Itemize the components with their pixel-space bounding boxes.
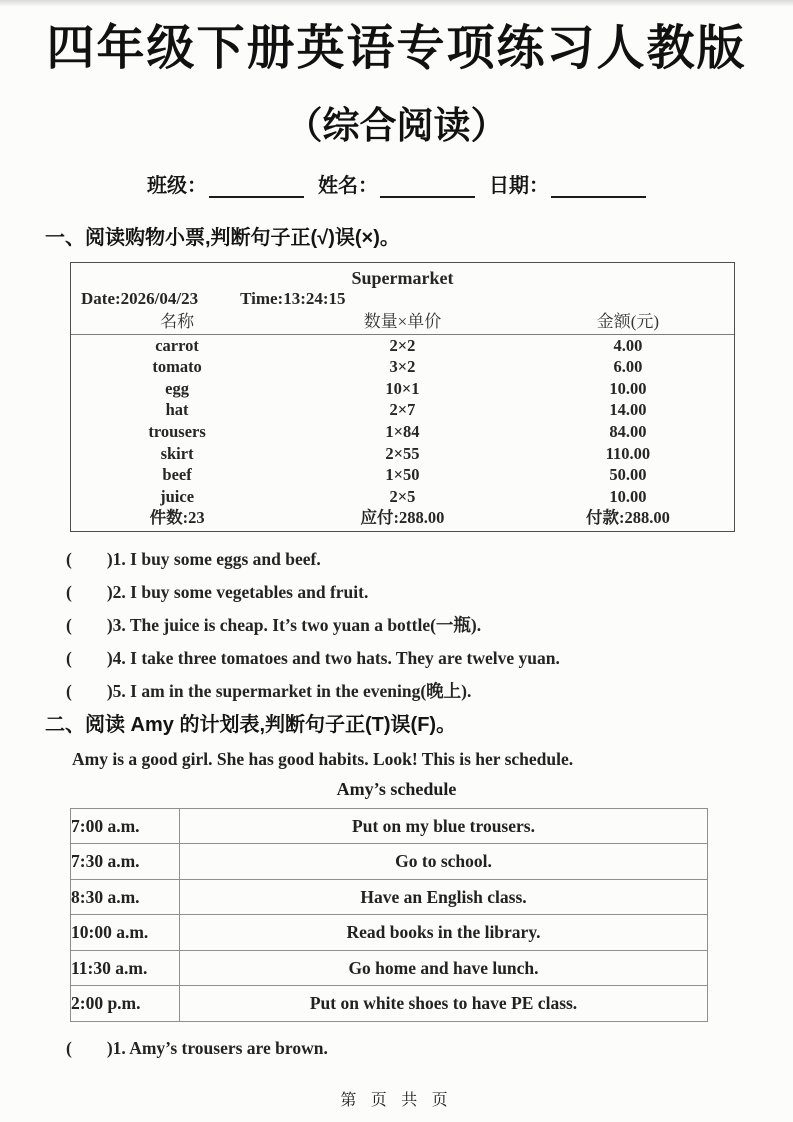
schedule-row bbox=[71, 950, 708, 986]
question-item: ( )1. Amy’s trousers are brown. bbox=[66, 1037, 328, 1058]
receipt-amount: 6.00 bbox=[613, 357, 643, 377]
receipt-date: Date:2026/04/23 bbox=[81, 288, 199, 308]
name-blank-line bbox=[380, 176, 475, 198]
receipt-amount: 10.00 bbox=[609, 486, 647, 506]
receipt-item-name: beef bbox=[162, 465, 192, 485]
schedule-time: 7:30 a.m. bbox=[71, 844, 180, 880]
schedule-activity: Go to school. bbox=[180, 844, 708, 880]
receipt-row bbox=[71, 378, 734, 400]
receipt-item-name: juice bbox=[160, 486, 195, 506]
section2-heading: 二、阅读 Amy 的计划表,判断句子正(T)误(F)。 bbox=[45, 713, 457, 736]
name-field bbox=[318, 174, 475, 198]
schedule-activity: Go home and have lunch. bbox=[180, 950, 708, 986]
schedule-activity: Put on white shoes to have PE class. bbox=[180, 986, 708, 1022]
section2-intro: Amy is a good girl. She has good habits. Look! This is her schedule. bbox=[72, 748, 574, 769]
schedule-time: 10:00 a.m. bbox=[71, 915, 180, 951]
receipt-items-count: 件数:23 bbox=[149, 508, 205, 528]
receipt-col-amount: 金额(元) bbox=[596, 311, 660, 331]
section1-heading: 一、阅读购物小票,判断句子正(√)误(×)。 bbox=[45, 226, 400, 249]
question-item: ( )2. I buy some vegetables and fruit. bbox=[66, 581, 369, 602]
question-item: ( )5. I am in the supermarket in the evening(晚上). bbox=[66, 680, 472, 701]
student-info-line bbox=[0, 174, 793, 198]
receipt-amount-due: 应付:288.00 bbox=[360, 508, 445, 528]
receipt-meta-line bbox=[71, 289, 734, 309]
schedule-row bbox=[71, 879, 708, 915]
receipt-qty-price: 2×5 bbox=[389, 486, 416, 506]
receipt-amount: 14.00 bbox=[609, 400, 647, 420]
receipt-time: Time:13:24:15 bbox=[240, 288, 346, 308]
class-field bbox=[147, 174, 304, 198]
receipt-row bbox=[71, 443, 734, 465]
section1-questions bbox=[0, 549, 793, 701]
receipt-amount-paid: 付款:288.00 bbox=[585, 508, 670, 528]
receipt-amount: 4.00 bbox=[613, 335, 643, 355]
question-item: ( )3. The juice is cheap. It’s two yuan a bottle(一瓶). bbox=[66, 614, 482, 635]
schedule-title: Amy’s schedule bbox=[336, 778, 457, 799]
schedule-table bbox=[70, 808, 708, 1022]
receipt-row bbox=[71, 486, 734, 508]
receipt-header-row bbox=[71, 309, 734, 335]
receipt-qty-price: 10×1 bbox=[385, 378, 420, 398]
receipt-amount: 110.00 bbox=[605, 443, 651, 463]
receipt-amount: 50.00 bbox=[609, 465, 647, 485]
receipt-qty-price: 2×7 bbox=[389, 400, 416, 420]
schedule-activity: Read books in the library. bbox=[180, 915, 708, 951]
receipt bbox=[70, 262, 735, 532]
receipt-item-name: skirt bbox=[160, 443, 194, 463]
receipt-qty-price: 2×2 bbox=[389, 335, 416, 355]
receipt-item-name: trousers bbox=[148, 421, 206, 441]
page-title: 四年级下册英语专项练习人教版 bbox=[46, 22, 747, 75]
receipt-item-name: tomato bbox=[152, 357, 202, 377]
receipt-qty-price: 1×84 bbox=[385, 421, 420, 441]
schedule-activity: Put on my blue trousers. bbox=[180, 808, 708, 844]
schedule-row bbox=[71, 808, 708, 844]
schedule-row bbox=[71, 986, 708, 1022]
page-footer: 第 页 共 页 bbox=[340, 1092, 453, 1109]
receipt-row bbox=[71, 421, 734, 443]
receipt-qty-price: 2×55 bbox=[385, 443, 420, 463]
date-label: 日期： bbox=[489, 174, 549, 197]
class-label: 班级： bbox=[147, 174, 207, 197]
schedule-row bbox=[71, 844, 708, 880]
receipt-amount: 10.00 bbox=[609, 378, 647, 398]
receipt-col-qty-price: 数量×单价 bbox=[363, 311, 442, 331]
class-blank-line bbox=[209, 176, 304, 198]
receipt-amount: 84.00 bbox=[609, 421, 647, 441]
question-item: ( )1. I buy some eggs and beef. bbox=[66, 548, 321, 569]
question-item: ( )4. I take three tomatoes and two hats. They are twelve yuan. bbox=[66, 647, 560, 668]
receipt-row bbox=[71, 335, 734, 357]
schedule-activity: Have an English class. bbox=[180, 879, 708, 915]
receipt-store-name: Supermarket bbox=[351, 267, 454, 288]
schedule-time: 2:00 p.m. bbox=[71, 986, 180, 1022]
receipt-row bbox=[71, 399, 734, 421]
receipt-qty-price: 1×50 bbox=[385, 465, 420, 485]
page-subtitle: （综合阅读） bbox=[285, 104, 508, 146]
receipt-qty-price: 3×2 bbox=[389, 357, 416, 377]
receipt-item-name: hat bbox=[165, 400, 189, 420]
schedule-row bbox=[71, 915, 708, 951]
receipt-row bbox=[71, 356, 734, 378]
receipt-item-name: egg bbox=[165, 378, 189, 398]
schedule-time: 11:30 a.m. bbox=[71, 950, 180, 986]
date-blank-line bbox=[551, 176, 646, 198]
schedule-time: 7:00 a.m. bbox=[71, 808, 180, 844]
receipt-totals-row bbox=[71, 507, 734, 529]
date-field bbox=[489, 174, 646, 198]
receipt-row bbox=[71, 464, 734, 486]
name-label: 姓名： bbox=[318, 174, 378, 197]
receipt-item-name: carrot bbox=[155, 335, 199, 355]
receipt-col-name: 名称 bbox=[160, 311, 195, 331]
schedule-time: 8:30 a.m. bbox=[71, 879, 180, 915]
receipt-body bbox=[71, 335, 734, 529]
